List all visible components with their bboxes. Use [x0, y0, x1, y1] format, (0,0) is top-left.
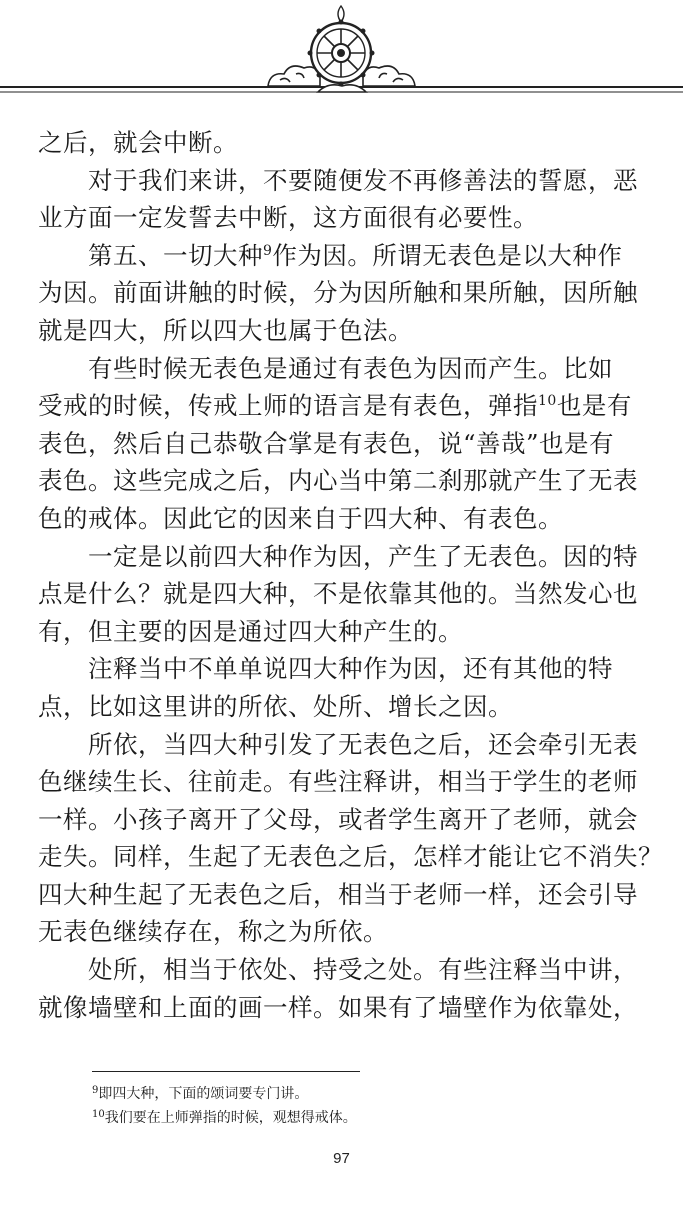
text-line: 点，比如这里讲的所依、处所、增长之因。 — [38, 691, 513, 721]
paragraph — [38, 538, 650, 651]
paragraph — [38, 162, 650, 237]
paragraph — [38, 650, 650, 725]
text-line — [38, 387, 650, 425]
text-line: 就像墙壁和上面的画一样。如果有了墙壁作为依靠处， — [38, 992, 638, 1022]
footnote-divider — [92, 1071, 360, 1072]
text-line: 注释当中不单单说四大种作为因，还有其他的特 — [88, 654, 613, 684]
text-segment: 受戒的时候，传戒上师的语言是有表色，弹指 — [38, 391, 538, 421]
text-segment: 也是有 — [556, 391, 632, 421]
footnote-ref[interactable]: 9 — [263, 242, 273, 259]
paragraph — [38, 951, 650, 1026]
text-line: 色继续生长、往前走。有些注释讲，相当于学生的老师 — [38, 767, 638, 797]
paragraph — [38, 237, 650, 350]
text-line: 所依，当四大种引发了无表色之后，还会牵引无表 — [88, 729, 638, 759]
footnote-number: 10 — [92, 1109, 105, 1120]
text-line: 就是四大，所以四大也属于色法。 — [38, 315, 413, 345]
text-line: 四大种生起了无表色之后，相当于老师一样，还会引导 — [38, 879, 638, 909]
text-line: 一样。小孩子离开了父母，或者学生离开了老师，就会 — [38, 804, 638, 834]
text-segment: 第五、一切大种 — [88, 240, 263, 270]
text-line: 一定是以前四大种作为因，产生了无表色。因的特 — [88, 541, 638, 571]
text-line: 有，但主要的因是通过四大种产生的。 — [38, 616, 463, 646]
footnote-text: 即四大种，下面的颂词要专门讲。 — [98, 1086, 309, 1102]
footnote-text: 我们要在上师弹指的时候，观想得戒体。 — [104, 1110, 357, 1126]
text-line: 对于我们来讲，不要随便发不再修善法的誓愿，恶 — [88, 165, 638, 195]
footnote-number: 9 — [92, 1085, 99, 1096]
footnotes — [92, 1082, 652, 1130]
text-line: 业方面一定发誓去中断，这方面很有必要性。 — [38, 203, 538, 233]
page-header — [0, 0, 683, 110]
text-line — [38, 237, 650, 275]
text-line: 点是什么？就是四大种，不是依靠其他的。当然发心也 — [38, 579, 638, 609]
text-line: 表色，然后自己恭敬合掌是有表色，说“善哉”也是有 — [38, 428, 615, 458]
text-line: 无表色继续存在，称之为所依。 — [38, 917, 388, 947]
main-text — [38, 124, 663, 1026]
paragraph — [38, 726, 663, 952]
paragraph — [38, 124, 650, 162]
right-cloud-icon — [363, 66, 415, 86]
footnote-ref[interactable]: 10 — [538, 393, 557, 410]
footnote — [92, 1082, 652, 1106]
text-line: 表色。这些完成之后，内心当中第二刹那就产生了无表 — [38, 466, 638, 496]
left-cloud-icon — [268, 66, 320, 86]
text-line: 有些时候无表色是通过有表色为因而产生。比如 — [88, 353, 613, 383]
text-line: 之后，就会中断。 — [38, 128, 238, 157]
text-line: 走失。同样，生起了无表色之后，怎样才能让它不消失？ — [38, 842, 663, 872]
page-number: 97 — [333, 1150, 350, 1167]
text-line: 处所，相当于依处、持受之处。有些注释当中讲， — [88, 955, 638, 985]
text-segment: 作为因。所谓无表色是以大种作 — [272, 240, 623, 270]
footnote — [92, 1106, 652, 1130]
paragraph — [38, 350, 650, 538]
text-line: 为因。前面讲触的时候，分为因所触和果所触，因所触 — [38, 278, 638, 308]
text-line: 色的戒体。因此它的因来自于四大种、有表色。 — [38, 503, 563, 533]
header-ornament — [0, 0, 683, 110]
